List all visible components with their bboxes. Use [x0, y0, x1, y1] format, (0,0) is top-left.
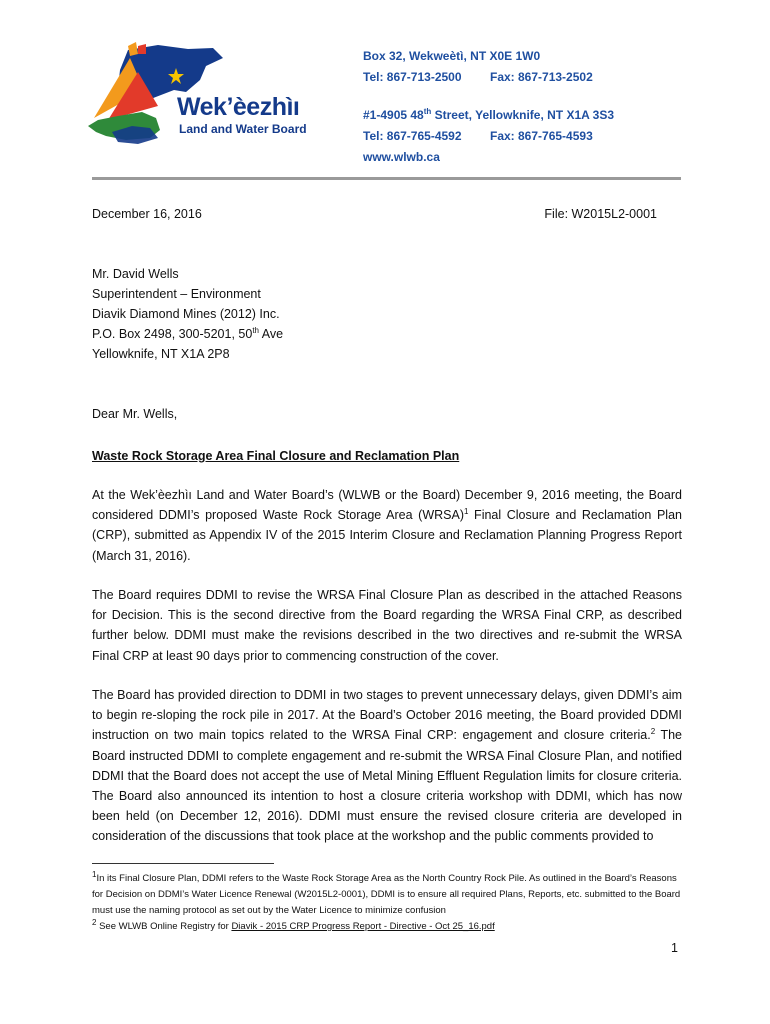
footnote-divider	[92, 863, 274, 864]
page-number: 1	[671, 941, 678, 955]
footnote-ref-2[interactable]: 2	[650, 727, 656, 737]
footnote-2-number: 2	[92, 917, 97, 927]
footnote-2-text: See WLWB Online Registry for	[96, 921, 232, 932]
address-yellowknife	[363, 108, 614, 122]
org-name: Wek’èezhìı	[177, 93, 300, 121]
footnote-2	[92, 919, 684, 935]
address-yk-street: #1-4905 48	[363, 108, 424, 122]
paragraph-2: The Board requires DDMI to revise the WRSA Final Closure Plan as described in the attached Reasons for Decision. This is the second directive from the Board regarding the WRSA Final CRP, as described further below. DDMI must make the revisions described in the two directives and re-submit the WRSA Final CRP at least 90 days prior to commencing construction of the cover.	[92, 588, 682, 663]
subject-line: Waste Rock Storage Area Final Closure and Reclamation Plan	[92, 449, 460, 463]
paragraph-3	[92, 685, 682, 847]
address-yk-rest: Street, Yellowknife, NT X1A 3S3	[431, 108, 615, 122]
po-box-rest: Ave	[258, 327, 284, 341]
recipient-po-box	[92, 327, 283, 341]
footnote-1-text: In its Final Closure Plan, DDMI refers to the Waste Rock Storage Area as the North Country Rock Pile. As outlined in the Board’s Reasons for Decision on DDMI’s Water Licence Renewal (W2015L2-0001), DDMI is to ensure all required Plans, Reports, etc. submitted to the Board must use the naming protocol as set out by the Water Licence to minimize confusion	[92, 873, 681, 916]
tel-yellowknife: Tel: 867-765-4592	[363, 129, 462, 143]
recipient-company: Diavik Diamond Mines (2012) Inc.	[92, 307, 280, 321]
file-number: File: W2015L2-0001	[544, 207, 657, 221]
fax-wekweeti: Fax: 867-713-2502	[490, 70, 593, 84]
paragraph-3-text-a: The Board has provided direction to DDMI in two stages to prevent unnecessary delays, given DDMI’s aim to begin re-sloping the rock pile in 2017. At the Board’s October 2016 meeting, the Board provided DDMI instruction on two main topics related to the WRSA Final CRP: engagement and closure criteria.	[92, 688, 682, 743]
org-subtitle: Land and Water Board	[179, 122, 307, 136]
logo-flag-red	[138, 44, 146, 54]
po-box-sup: th	[252, 325, 259, 335]
paragraph-1-text-b: Final Closure and Reclamation Plan (CRP), submitted as Appendix IV of the 2015 Interim Closure and Reclamation Planning Progress Report (March 31, 2016).	[92, 508, 682, 563]
tel-wekweeti: Tel: 867-713-2500	[363, 70, 462, 84]
address-wekweeti: Box 32, Wekweètì, NT X0E 1W0	[363, 49, 541, 63]
footnote-1-number: 1	[92, 869, 97, 879]
recipient-name: Mr. David Wells	[92, 267, 179, 281]
paragraph-1	[92, 485, 682, 566]
address-yk-sup: th	[423, 107, 432, 116]
registry-document-link[interactable]: Diavik - 2015 CRP Progress Report - Directive - Oct 25_16.pdf	[231, 921, 495, 932]
salutation: Dear Mr. Wells,	[92, 407, 178, 421]
paragraph-3-text-b: The Board instructed DDMI to complete engagement and re-submit the WRSA Final Closure Plan, and notified DDMI that the Board does not accept the use of Metal Mining Effluent Regulation limits for closure criteria. The Board also announced its intention to host a closure criteria workshop with DDMI, which has now been held (on December 12, 2016). DDMI must ensure the revised closure criteria are developed in consideration of the discussions that took place at the workshop and the public comments provided to	[92, 728, 682, 844]
footnote-ref-1[interactable]: 1	[464, 507, 469, 517]
paragraph-1-text-a: At the Wek’èezhìı Land and Water Board’s (WLWB or the Board) December 9, 2016 meeting, the Board considered DDMI’s proposed Waste Rock Storage Area (WRSA)	[92, 488, 682, 523]
website-link[interactable]: www.wlwb.ca	[363, 150, 440, 164]
po-box-text: P.O. Box 2498, 300-5201, 50	[92, 327, 253, 341]
contact-row-1	[363, 70, 593, 84]
letter-date: December 16, 2016	[92, 207, 202, 221]
recipient-city: Yellowknife, NT X1A 2P8	[92, 347, 230, 361]
recipient-title: Superintendent – Environment	[92, 287, 261, 301]
footnote-1	[92, 871, 684, 919]
contact-row-2	[363, 129, 593, 143]
fax-yellowknife: Fax: 867-765-4593	[490, 129, 593, 143]
header-divider	[92, 177, 681, 180]
